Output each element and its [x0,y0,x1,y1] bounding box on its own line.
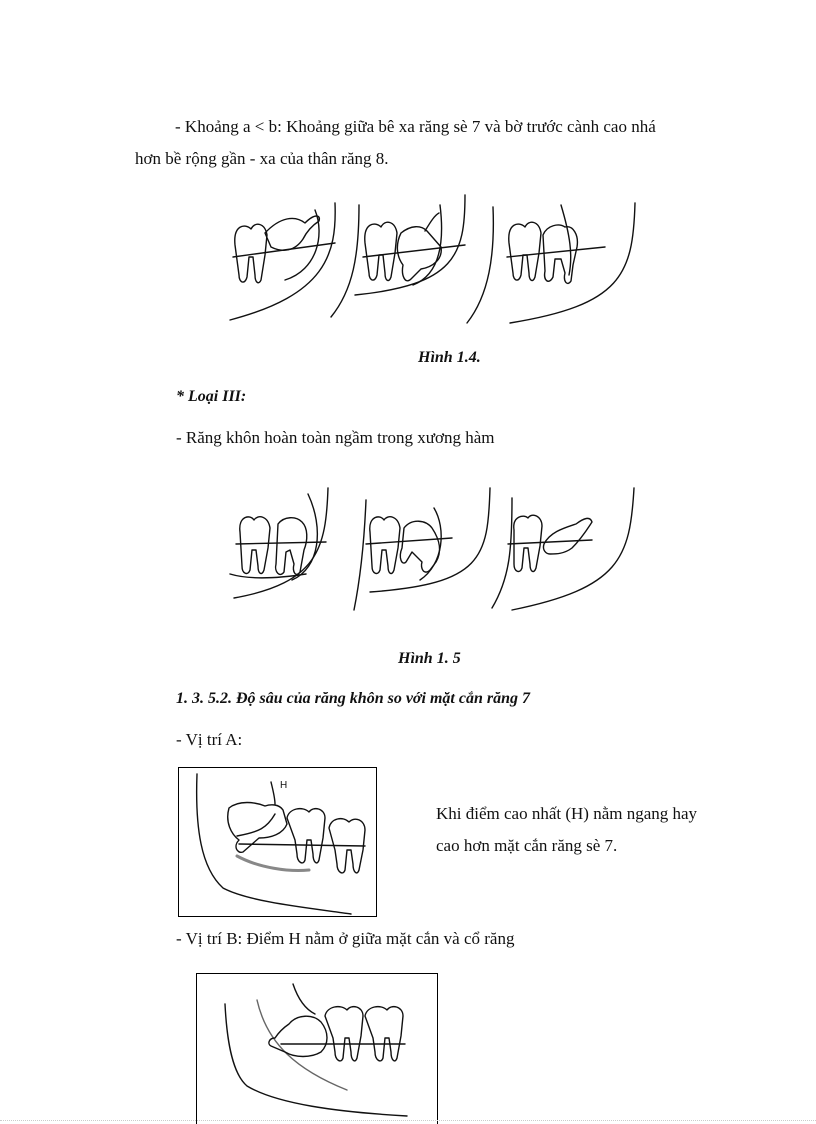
figure-1-5-panel-2 [354,488,490,610]
position-b-drawing [197,974,437,1124]
figure-1-4-panel-1 [230,203,335,320]
position-a-h-label: H [280,780,288,791]
figure-1-4-caption: Hình 1.4. [418,349,481,366]
figure-1-5-panel-3 [492,488,634,610]
figure-1-5-drawing [220,488,640,623]
position-a-description-line-2: cao hơn mặt cắn răng sè 7. [436,836,618,855]
position-b-text: - Vị trí B: Điểm H nằm ở giữa mặt cắn và cổ răng [176,929,515,948]
position-a-figure [178,767,377,917]
position-a-drawing [179,768,376,916]
paragraph-line-1: - Khoảng a < b: Khoảng giữa bê xa răng sè 7 và bờ trước cành cao nhá [175,117,656,136]
section-depth-heading: 1. 3. 5.2. Độ sâu của răng khôn so với mặt cắn răng 7 [176,690,530,707]
type-3-description: - Răng khôn hoàn toàn ngầm trong xương hàm [176,428,495,447]
figure-1-4-panel-3 [467,203,635,323]
position-a-description-line-1: Khi điểm cao nhất (H) nằm ngang hay [436,804,698,823]
figure-1-4-drawing [225,195,645,330]
paragraph-line-2: hơn bề rộng gần - xa của thân răng 8. [135,149,389,168]
figure-1-5-caption: Hình 1. 5 [398,650,461,667]
position-b-figure [196,973,438,1124]
figure-1-4-panel-2 [331,195,465,317]
position-a-label: - Vị trí A: [176,730,243,749]
type-3-heading: * Loại III: [176,388,247,405]
figure-1-5-panel-1 [230,488,328,598]
page-bottom-border [0,1120,816,1121]
